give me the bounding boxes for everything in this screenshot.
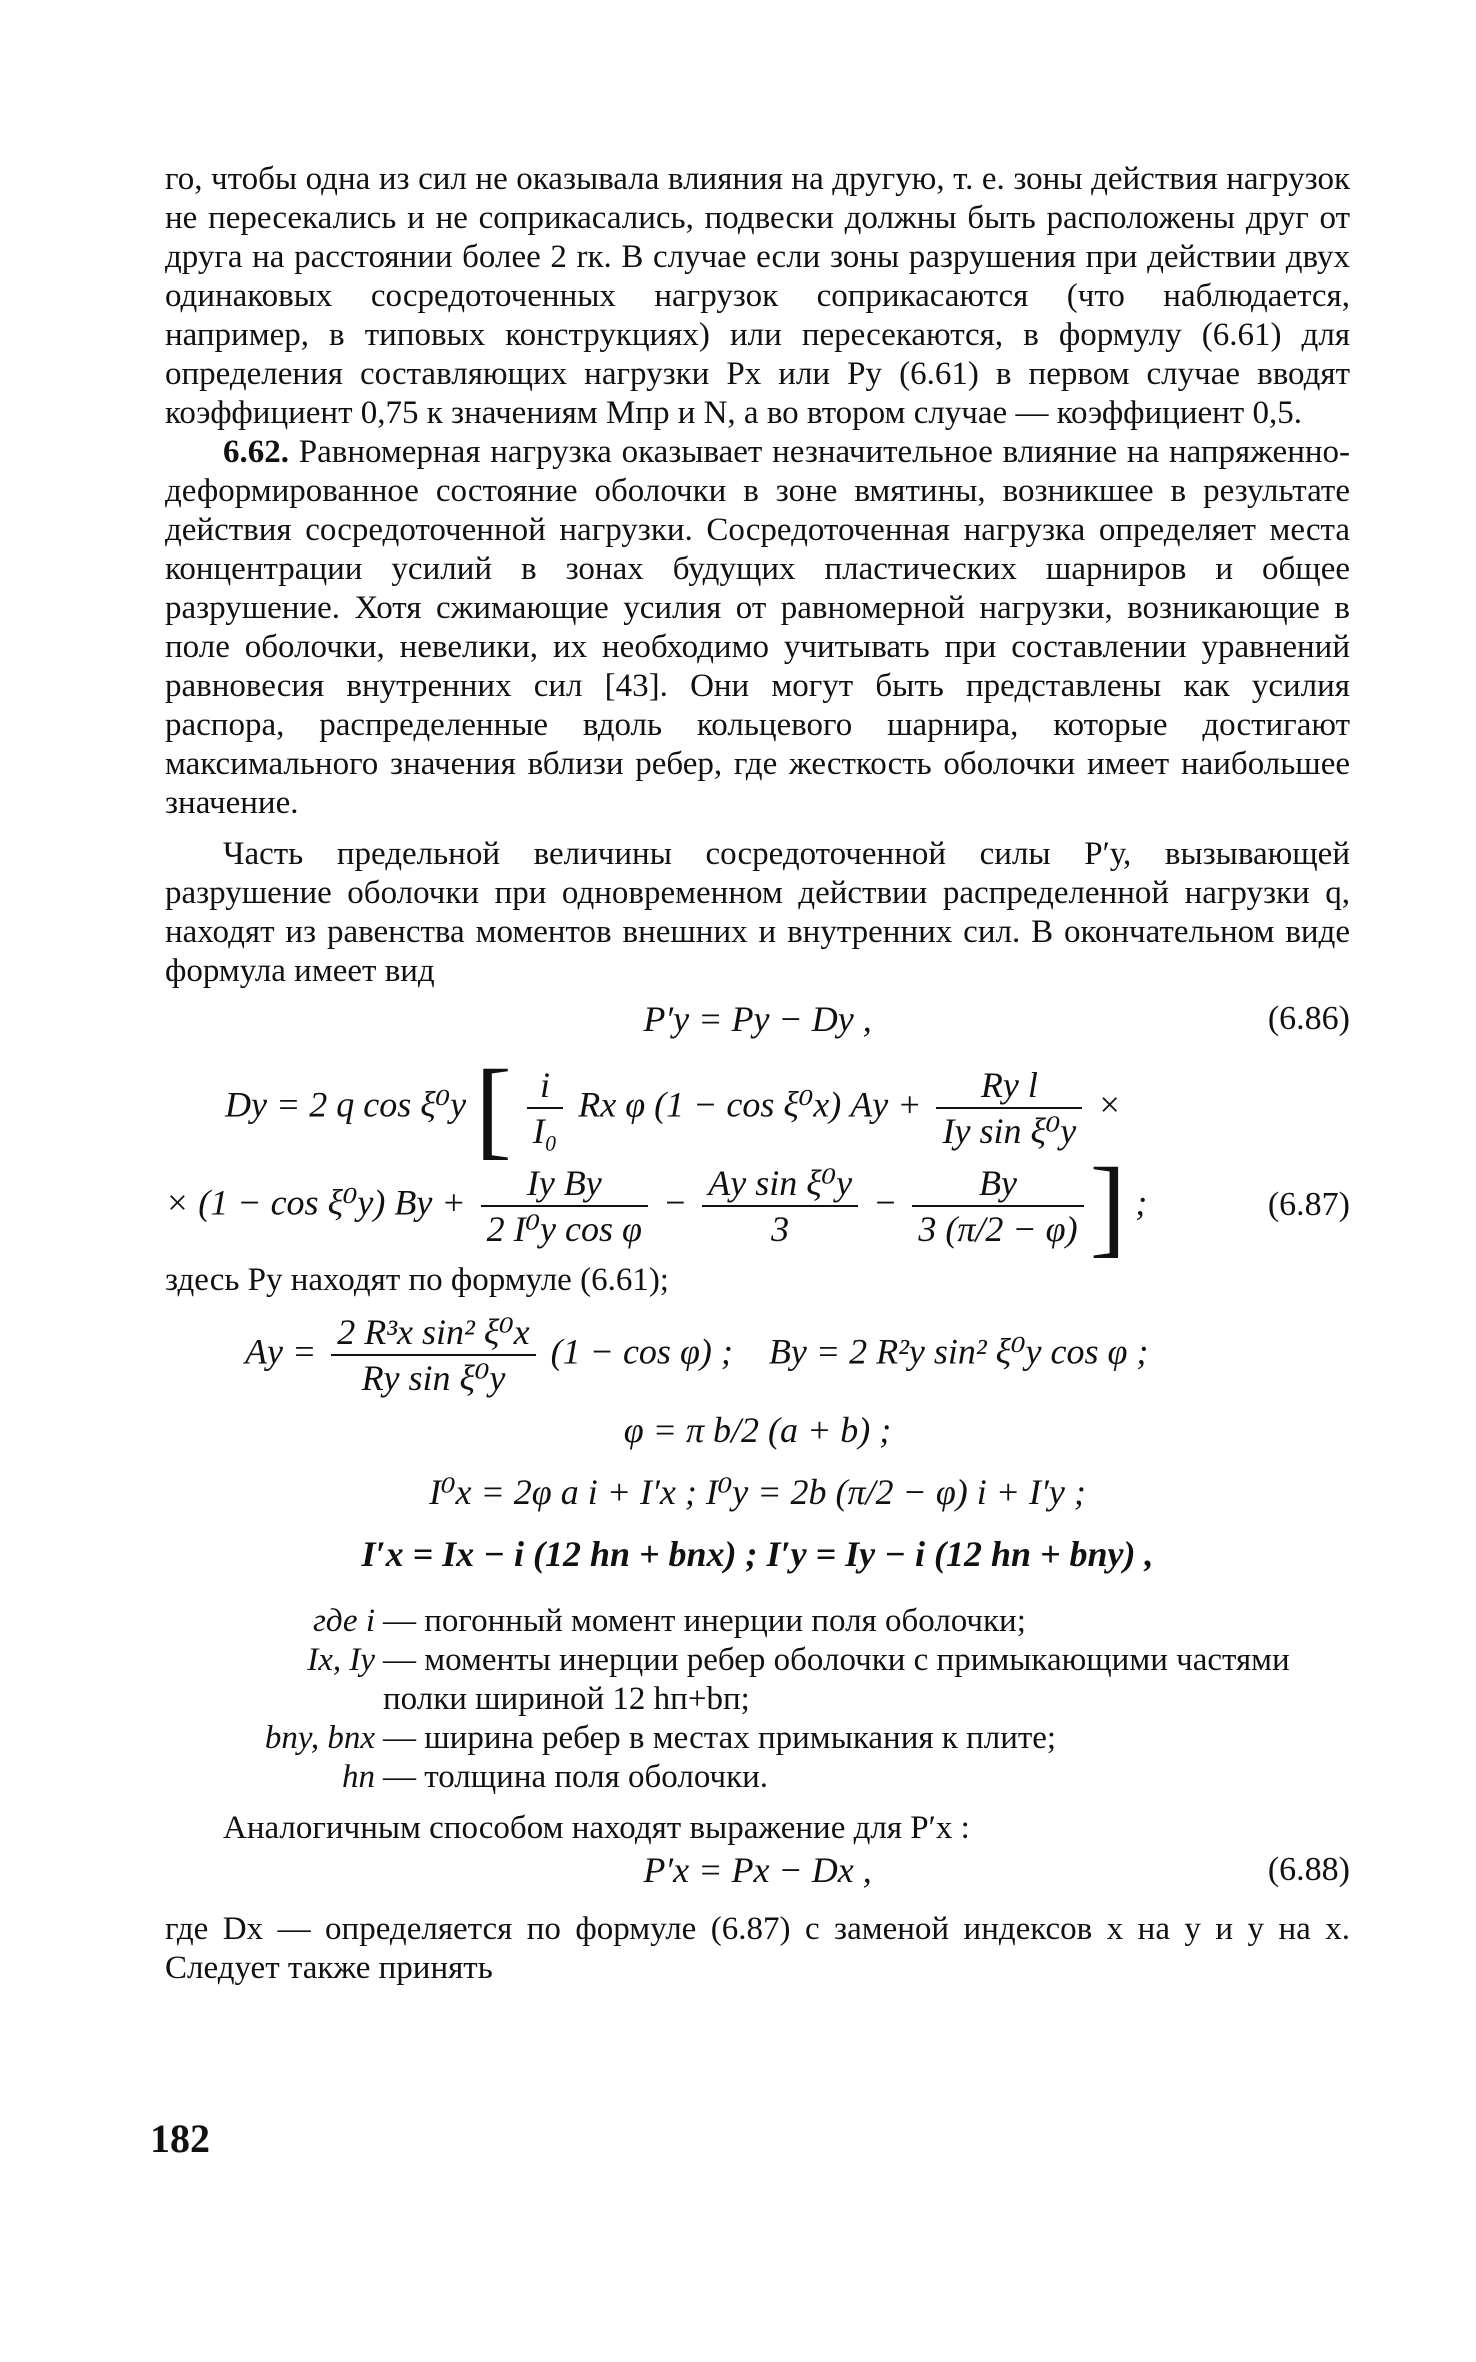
paragraph-3: Часть предельной величины сосредоточенной силы P′у, вызывающей разрушение оболочки при одновременном действии распределенной нагрузки q, находят из равенства моментов внешних и внутренних сил. В окончательном виде формула имеет вид <box>165 836 1350 989</box>
equation-6-88 <box>165 1848 1350 1910</box>
section-number: 6.62. <box>223 434 289 470</box>
equation-6-86 <box>165 997 1350 1059</box>
equation-i0 <box>165 1470 1350 1532</box>
equation-6-88-body: P′х = Pх − Dх , <box>643 1850 872 1890</box>
equation-iprime <box>165 1532 1350 1594</box>
page-number: 182 <box>150 2116 210 2161</box>
equation-iprime-body: I′х = Iх − i (12 hп + bпх) ; I′у = Iу − i (12 hп + bпу) , <box>361 1534 1154 1574</box>
definition-row: Iх, Iу — моменты инерции ребер оболочки с примыкающими частями полки шириной 12 hп+bп; <box>307 1642 1290 1717</box>
paragraph-5: Аналогичным способом находят выражение для P′х : <box>223 1810 970 1846</box>
equation-a-b: Aу = $\frac{\text{2 R³х sin² ξ⁰х}}{\text{Rу sin ξ⁰у}}$ (1 − cos φ) ; Bу = 2 R²у sin² ξ⁰у cos φ ; <box>245 1312 1149 1398</box>
paragraph-4: здесь Pу находят по формуле (6.61); <box>165 1262 669 1298</box>
paragraph-1: го, чтобы одна из сил не оказывала влияния на другую, т. е. зоны действия нагрузок не пересекались и не соприкасались, подвески должны быть расположены друг от друга на расстоянии более 2 rк. В случае если зоны разрушения при действии двух одинаковых сосредоточенных нагрузок соприкасаются (что наблюдается, например, в типовых конструкциях) или пересекаются, в формулу (6.61) для определения составляющих нагрузки Pх или Pу (6.61) в первом случае вводят коэффициент 0,75 к значениям Mпр и N, а во втором случае — коэффициент 0,5. <box>165 161 1350 431</box>
equation-6-87-line2: × (1 − cos ξ⁰у) Bу + $\frac{\text{Iу Bу}}{\text{2 I⁰у cos φ}}$ − $\frac{\text{Aу sin ξ⁰у}}{3}$ − $\frac{Bу}{3 (\pi/2 - \varphi)}$ ] ; (6.87) <box>165 1145 1350 1267</box>
equation-6-86-number: (6.86) <box>1267 1000 1350 1037</box>
page-body <box>165 160 1350 1988</box>
equation-phi-body: φ = π b/2 (a + b) ; <box>623 1410 892 1450</box>
definition-row: где i — погонный момент инерции поля оболочки; <box>312 1603 1026 1639</box>
equation-b-y: Bу = 2 R²у sin² ξ⁰у cos φ ; <box>768 1331 1149 1372</box>
equation-6-86-body: P′у = Pу − Dу , <box>643 999 872 1039</box>
definition-row: hп — толщина поля оболочки. <box>342 1759 769 1795</box>
paragraph-2 <box>165 433 1350 823</box>
definitions-list <box>165 1602 1350 1797</box>
equation-6-87-number: (6.87) <box>1267 1186 1350 1223</box>
equation-6-88-number: (6.88) <box>1267 1851 1350 1888</box>
paragraph-6: где Dх — определяется по формуле (6.87) с заменой индексов х на у и у на х. Следует также принять <box>165 1911 1350 1986</box>
equation-i0-body: I⁰х = 2φ a i + I′х ; I⁰у = 2b (π/2 − φ) i + I′у ; <box>429 1472 1086 1512</box>
equation-phi <box>165 1408 1350 1470</box>
equation-6-87-line1: Dу = 2 q cos ξ⁰у [ $\frac{i}{\text{I₀}}$ Rх φ (1 − cos ξ⁰х) Aу + $\frac{\text{Rу l}}{\text{Iу sin ξ⁰у}}$ × <box>225 1047 1122 1169</box>
definition-row: bпу, bпх — ширина ребер в местах примыкания к плите; <box>264 1720 1057 1756</box>
paragraph-2-text: Равномерная нагрузка оказывает незначительное влияние на напряженно-деформированное состояние оболочки в зоне вмятины, возникшее в результате действия сосредоточенной нагрузки. Сосредоточенная нагрузка определяет места концентрации усилий в зонах будущих пластических шарниров и общее разрушение. Хотя сжимающие усилия от равномерной нагрузки, возникающие в поле оболочки, невелики, их необходимо учитывать при составлении уравнений равновесия внутренних сил [43]. Они могут быть представлены как усилия распора, распределенные вдоль кольцевого шарнира, которые достигают максимального значения вблизи ребер, где жесткость оболочки имеет наибольшее значение. <box>165 434 1351 821</box>
